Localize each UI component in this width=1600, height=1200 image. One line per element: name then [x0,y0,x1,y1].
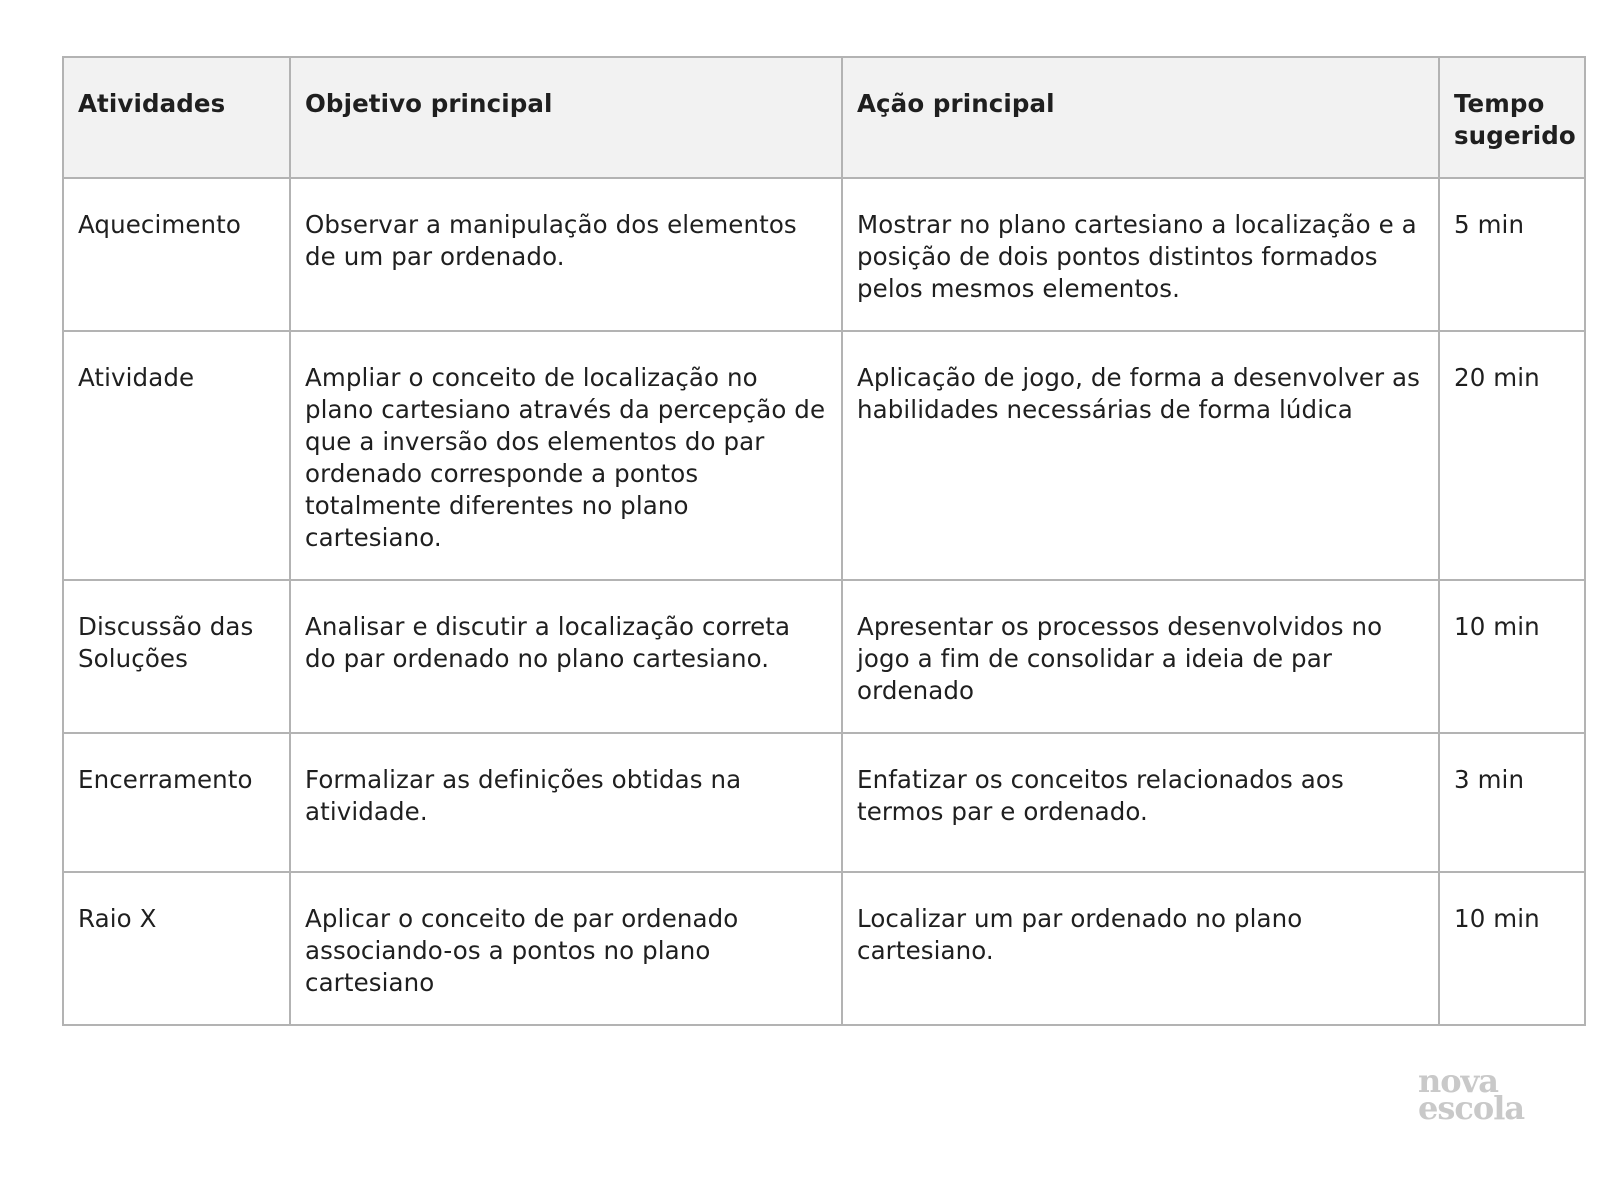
cell-tempo: 5 min [1439,178,1585,331]
header-tempo-sugerido: Tempo sugerido [1439,57,1585,178]
cell-acao: Enfatizar os conceitos relacionados aos termos par e ordenado. [842,733,1439,872]
header-objetivo-principal: Objetivo principal [290,57,842,178]
cell-tempo: 3 min [1439,733,1585,872]
cell-objetivo: Ampliar o conceito de localização no plano cartesiano através da percepção de que a inversão dos elementos do par ordenado corresponde a pontos totalmente diferentes no plano cartesiano. [290,331,842,580]
table-row [63,178,1585,331]
header-acao-principal: Ação principal [842,57,1439,178]
cell-objetivo: Aplicar o conceito de par ordenado associando-os a pontos no plano cartesiano [290,872,842,1025]
cell-atividade: Atividade [63,331,290,580]
cell-objetivo: Observar a manipulação dos elementos de um par ordenado. [290,178,842,331]
nova-escola-logo [1418,1062,1548,1127]
table-row [63,733,1585,872]
table-row [63,872,1585,1025]
table-row [63,580,1585,733]
cell-acao: Localizar um par ordenado no plano cartesiano. [842,872,1439,1025]
logo-line-escola: escola [1418,1089,1525,1127]
cell-atividade: Encerramento [63,733,290,872]
logo-line-nova: nova [1418,1062,1498,1100]
cell-atividade: Discussão das Soluções [63,580,290,733]
cell-acao: Apresentar os processos desenvolvidos no jogo a fim de consolidar a ideia de par ordenado [842,580,1439,733]
lesson-plan-table [62,56,1586,1026]
cell-tempo: 10 min [1439,872,1585,1025]
cell-atividade: Aquecimento [63,178,290,331]
cell-tempo: 20 min [1439,331,1585,580]
header-atividades: Atividades [63,57,290,178]
cell-tempo: 10 min [1439,580,1585,733]
cell-objetivo: Formalizar as definições obtidas na atividade. [290,733,842,872]
table-header-row [63,57,1585,178]
cell-acao: Mostrar no plano cartesiano a localização e a posição de dois pontos distintos formados pelos mesmos elementos. [842,178,1439,331]
cell-acao: Aplicação de jogo, de forma a desenvolver as habilidades necessárias de forma lúdica [842,331,1439,580]
cell-atividade: Raio X [63,872,290,1025]
table-row [63,331,1585,580]
cell-objetivo: Analisar e discutir a localização correta do par ordenado no plano cartesiano. [290,580,842,733]
